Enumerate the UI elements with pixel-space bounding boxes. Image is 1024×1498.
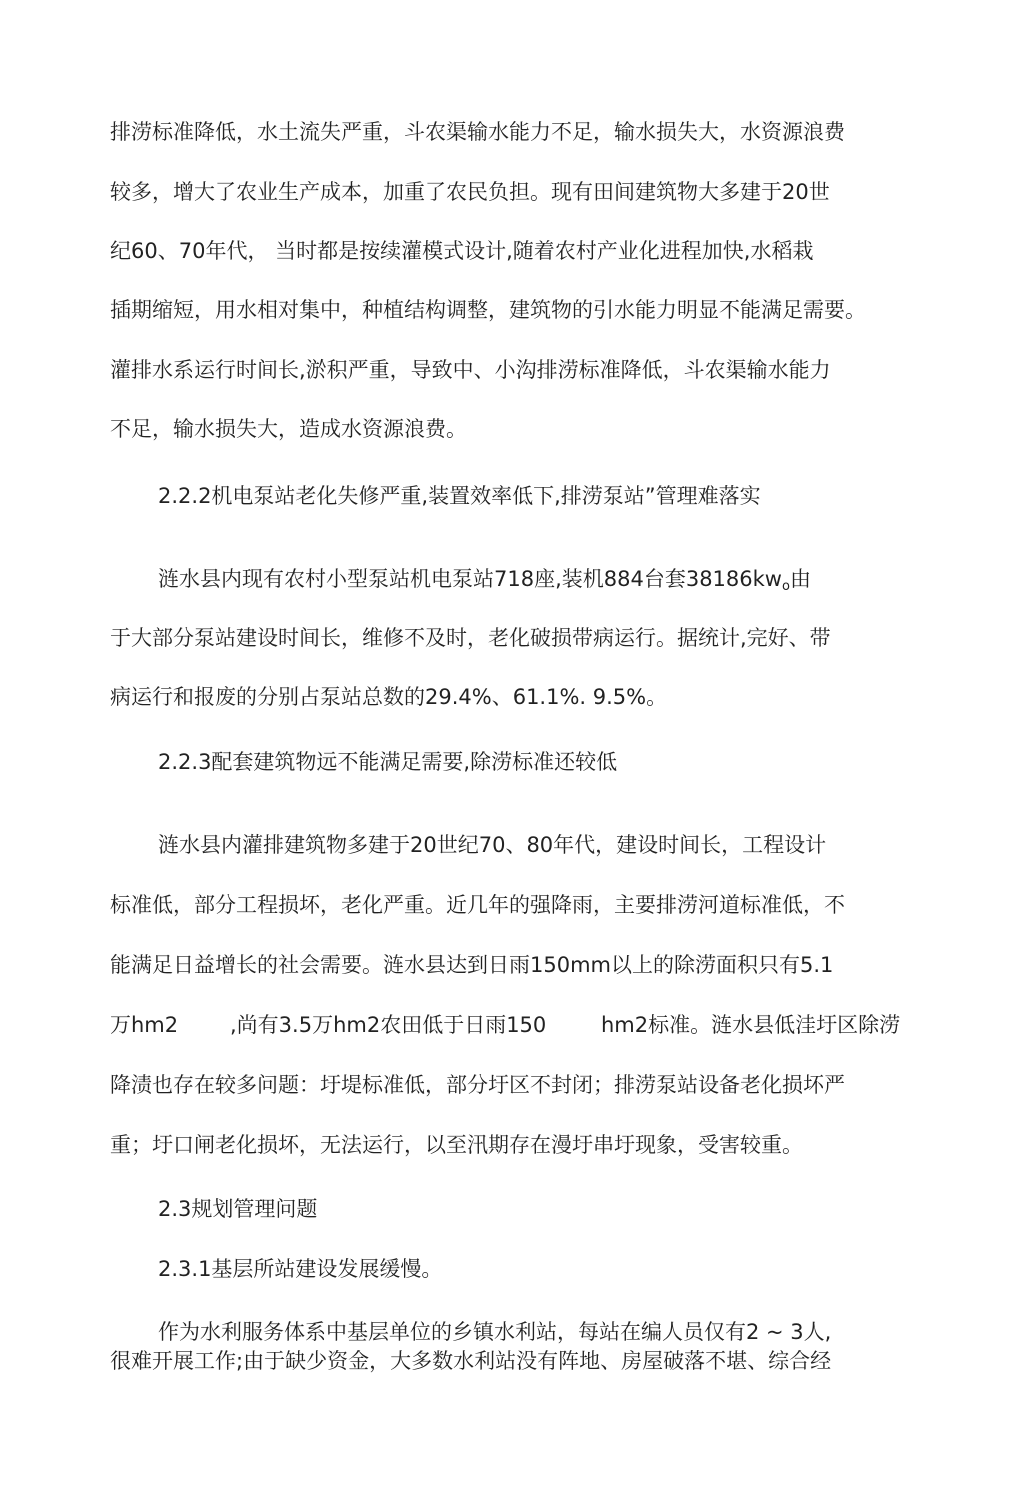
text-line: 纪60、70年代， 当时都是按续灌模式设计,随着农村产业化进程加快,水稻栽 — [110, 239, 814, 263]
text-line: 插期缩短，用水相对集中，种植结构调整，建筑物的引水能力明显不能满足需要。 — [110, 298, 866, 322]
text-line: 排涝标准降低，水土流失严重，斗农渠输水能力不足，输水损失大，水资源浪费 — [110, 120, 845, 144]
text-line — [158, 565, 811, 601]
text-line: 不足，输水损失大，造成水资源浪费。 — [110, 417, 467, 441]
text-line: 降渍也存在较多问题：圩堤标准低，部分圩区不封闭；排涝泵站设备老化损坏严 — [110, 1073, 845, 1097]
text-line: 作为水利服务体系中基层单位的乡镇水利站，每站在编人员仅有2 ~ 3人, — [158, 1320, 832, 1344]
text-segment: 涟水县内现有农村小型泵站机电泵站718座,装机884台套38186kw — [158, 567, 782, 591]
text-line: 能满足日益增长的社会需要。涟水县达到日雨150mm以上的除涝面积只有5.1 — [110, 953, 834, 977]
section-heading: 2.3规划管理问题 — [158, 1197, 318, 1221]
section-heading: 2.2.2机电泵站老化失修严重,装置效率低下,排涝泵站”管理难落实 — [158, 484, 761, 508]
text-line: 很难开展工作;由于缺少资金，大多数水利站没有阵地、房屋破落不堪、综合经 — [110, 1349, 832, 1373]
text-segment: hm2标准。涟水县低洼圩区除涝 — [601, 1013, 901, 1037]
text-line: 病运行和报废的分别占泵站总数的29.4%、61.1%. 9.5%。 — [110, 685, 668, 709]
subscript: o — [781, 579, 790, 594]
text-segment: ,尚有3.5万hm2农田低于日雨150 — [230, 1013, 547, 1037]
text-line: 重；圩口闸老化损坏，无法运行，以至汛期存在漫圩串圩现象，受害较重。 — [110, 1133, 803, 1157]
text-line: 标准低，部分工程损坏，老化严重。近几年的强降雨，主要排涝河道标准低，不 — [110, 893, 845, 917]
section-heading: 2.2.3配套建筑物远不能满足需要,除涝标准还较低 — [158, 750, 618, 774]
text-line: 涟水县内灌排建筑物多建于20世纪70、80年代，建设时间长，工程设计 — [158, 833, 827, 857]
text-line: 较多，增大了农业生产成本，加重了农民负担。现有田间建筑物大多建于20世 — [110, 180, 830, 204]
text-line: 灌排水系运行时间长,淤积严重，导致中、小沟排涝标准降低，斗农渠输水能力 — [110, 358, 831, 382]
text-line: 于大部分泵站建设时间长，维修不及时，老化破损带病运行。据统计,完好、带 — [110, 626, 831, 650]
section-heading: 2.3.1基层所站建设发展缓慢。 — [158, 1257, 443, 1281]
text-segment: 万hm2 — [110, 1013, 179, 1037]
text-segment: 由 — [789, 567, 811, 591]
